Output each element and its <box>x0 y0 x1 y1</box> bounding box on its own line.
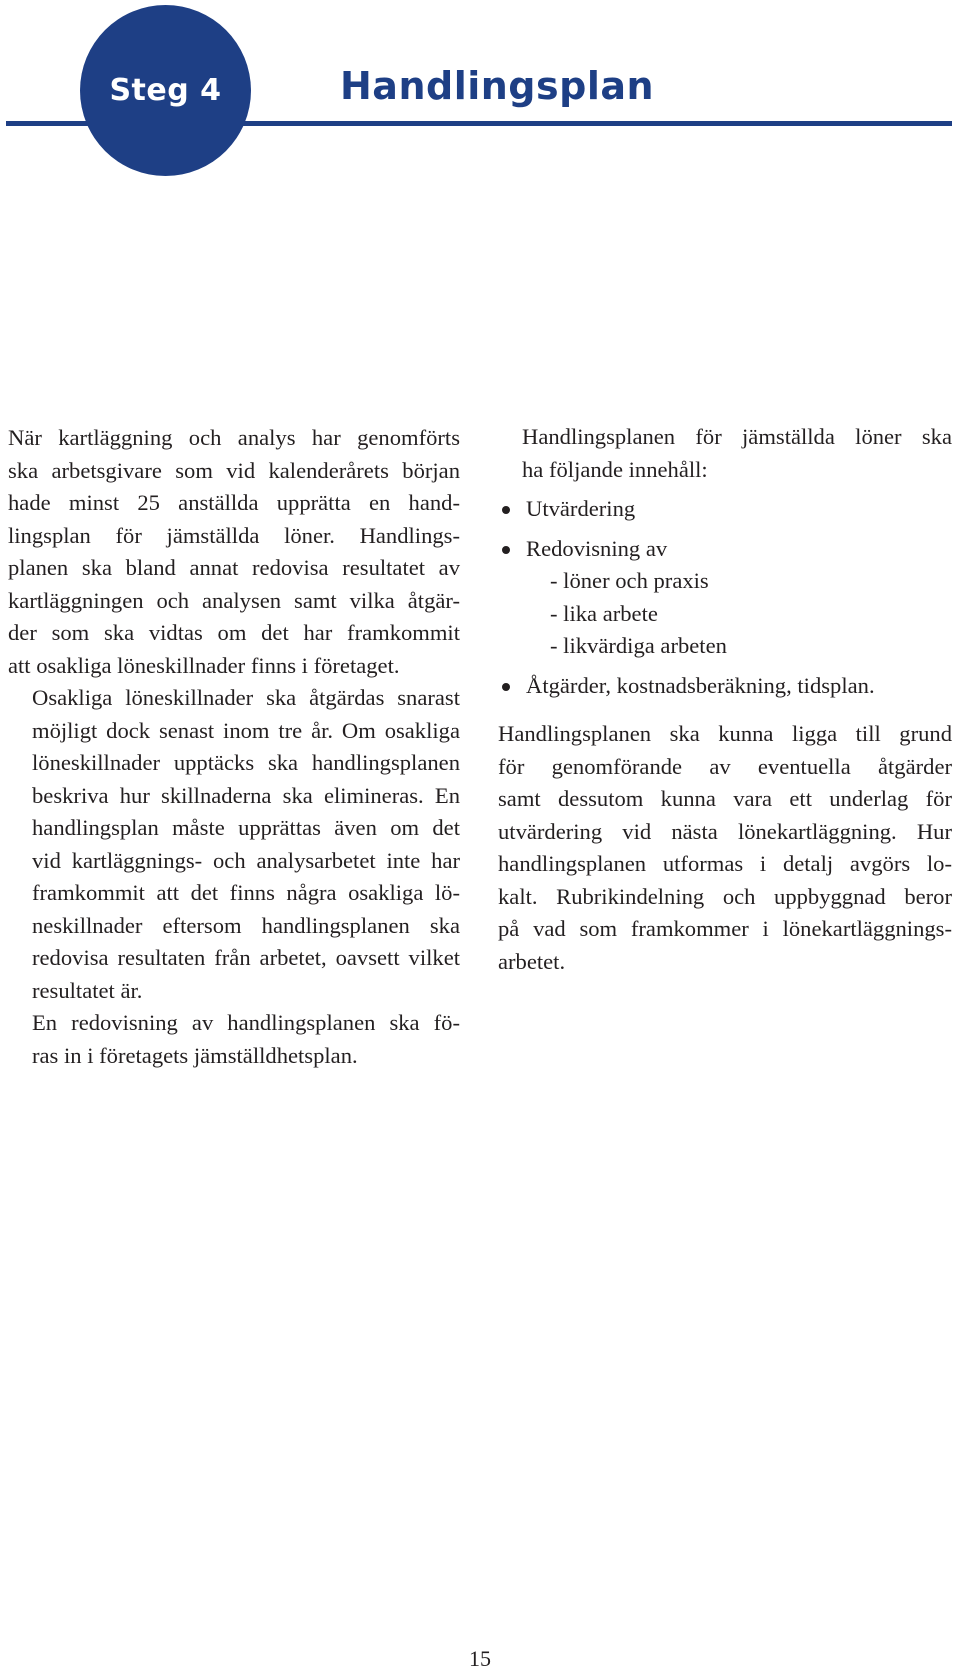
sub-list-item: - löner och praxis <box>550 568 709 593</box>
text-line: vid kartläggnings- och analysarbetet inte har <box>32 847 460 873</box>
step-label: Steg 4 <box>109 73 222 108</box>
list-item <box>498 533 952 663</box>
text-line: Handlingsplanen för jämställda löner ska <box>522 424 952 449</box>
text-line: lingsplan för jämställda löner. Handlings- <box>8 522 460 548</box>
list-item <box>498 493 952 526</box>
text-line: Handlingsplanen ska kunna ligga till grund <box>498 721 952 746</box>
bullet-icon <box>502 546 510 554</box>
text-line: att osakliga löneskillnader finns i företaget. <box>8 652 400 678</box>
right-intro-paragraph <box>498 421 952 486</box>
text-line: resultatet är. <box>32 977 143 1003</box>
text-line: för genomförande av eventuella åtgärder <box>498 753 952 779</box>
text-line: löneskillnader upptäcks ska handlingsplanen <box>32 750 460 775</box>
text-line: möjligt dock senast inom tre år. Om osakliga <box>32 717 460 743</box>
bullet-icon <box>502 506 510 514</box>
page-number: 15 <box>469 1646 491 1671</box>
sub-list-item: - lika arbete <box>550 600 658 626</box>
text-line: När kartläggning och analys har genomförts <box>8 425 460 450</box>
text-line: handlingsplan måste upprättas även om det <box>32 815 460 840</box>
list-item-label: Utvärdering <box>526 496 636 521</box>
list-item-label: Åtgärder, kostnadsberäkning, tidsplan. <box>526 672 875 698</box>
right-column <box>498 421 952 978</box>
left-column <box>8 422 460 1072</box>
text-line: Osakliga löneskillnader ska åtgärdas snarast <box>32 685 460 710</box>
text-line: arbetet. <box>498 948 566 974</box>
text-line: hade minst 25 anställda upprätta en hand- <box>8 490 460 515</box>
text-line: der som ska vidtas om det har framkommit <box>8 620 460 645</box>
text-line: på vad som framkommer i lönekartläggnings- <box>498 916 952 941</box>
sub-list-item: - likvärdiga arbeten <box>550 633 727 658</box>
list-item <box>498 670 952 703</box>
text-line: neskillnader eftersom handlingsplanen ska <box>32 912 460 938</box>
step-badge <box>80 5 251 176</box>
text-line: utvärdering vid nästa lönekartläggning. Hur <box>498 818 952 844</box>
bullet-icon <box>502 683 510 691</box>
text-line: framkommit att det finns några osakliga lö- <box>32 880 460 905</box>
list-item-label: Redovisning av <box>526 535 668 561</box>
text-line: planen ska bland annat redovisa resultatet av <box>8 555 460 580</box>
page-title: Handlingsplan <box>340 64 655 108</box>
left-paragraph-3 <box>8 1007 460 1072</box>
right-paragraph-2 <box>498 718 952 978</box>
text-line: samt dessutom kunna vara ett underlag för <box>498 786 952 811</box>
text-line: ha följande innehåll: <box>522 456 708 482</box>
text-line: ras in i företagets jämställdhetsplan. <box>32 1042 358 1068</box>
text-line: En redovisning av handlingsplanen ska fö- <box>32 1010 460 1035</box>
text-line: kartläggningen och analysen samt vilka åtgär- <box>8 587 460 613</box>
text-line: kalt. Rubrikindelning och uppbyggnad beror <box>498 883 952 909</box>
text-line: handlingsplanen utformas i detalj avgörs lo- <box>498 851 952 876</box>
left-paragraph-2 <box>8 682 460 1007</box>
text-line: redovisa resultaten från arbetet, oavsett vilket <box>32 945 460 970</box>
text-line: beskriva hur skillnaderna ska elimineras. En <box>32 782 460 808</box>
text-line: ska arbetsgivare som vid kalenderårets början <box>8 457 460 483</box>
sub-list <box>526 565 952 663</box>
left-paragraph-1 <box>8 422 460 682</box>
content-list <box>498 493 952 702</box>
